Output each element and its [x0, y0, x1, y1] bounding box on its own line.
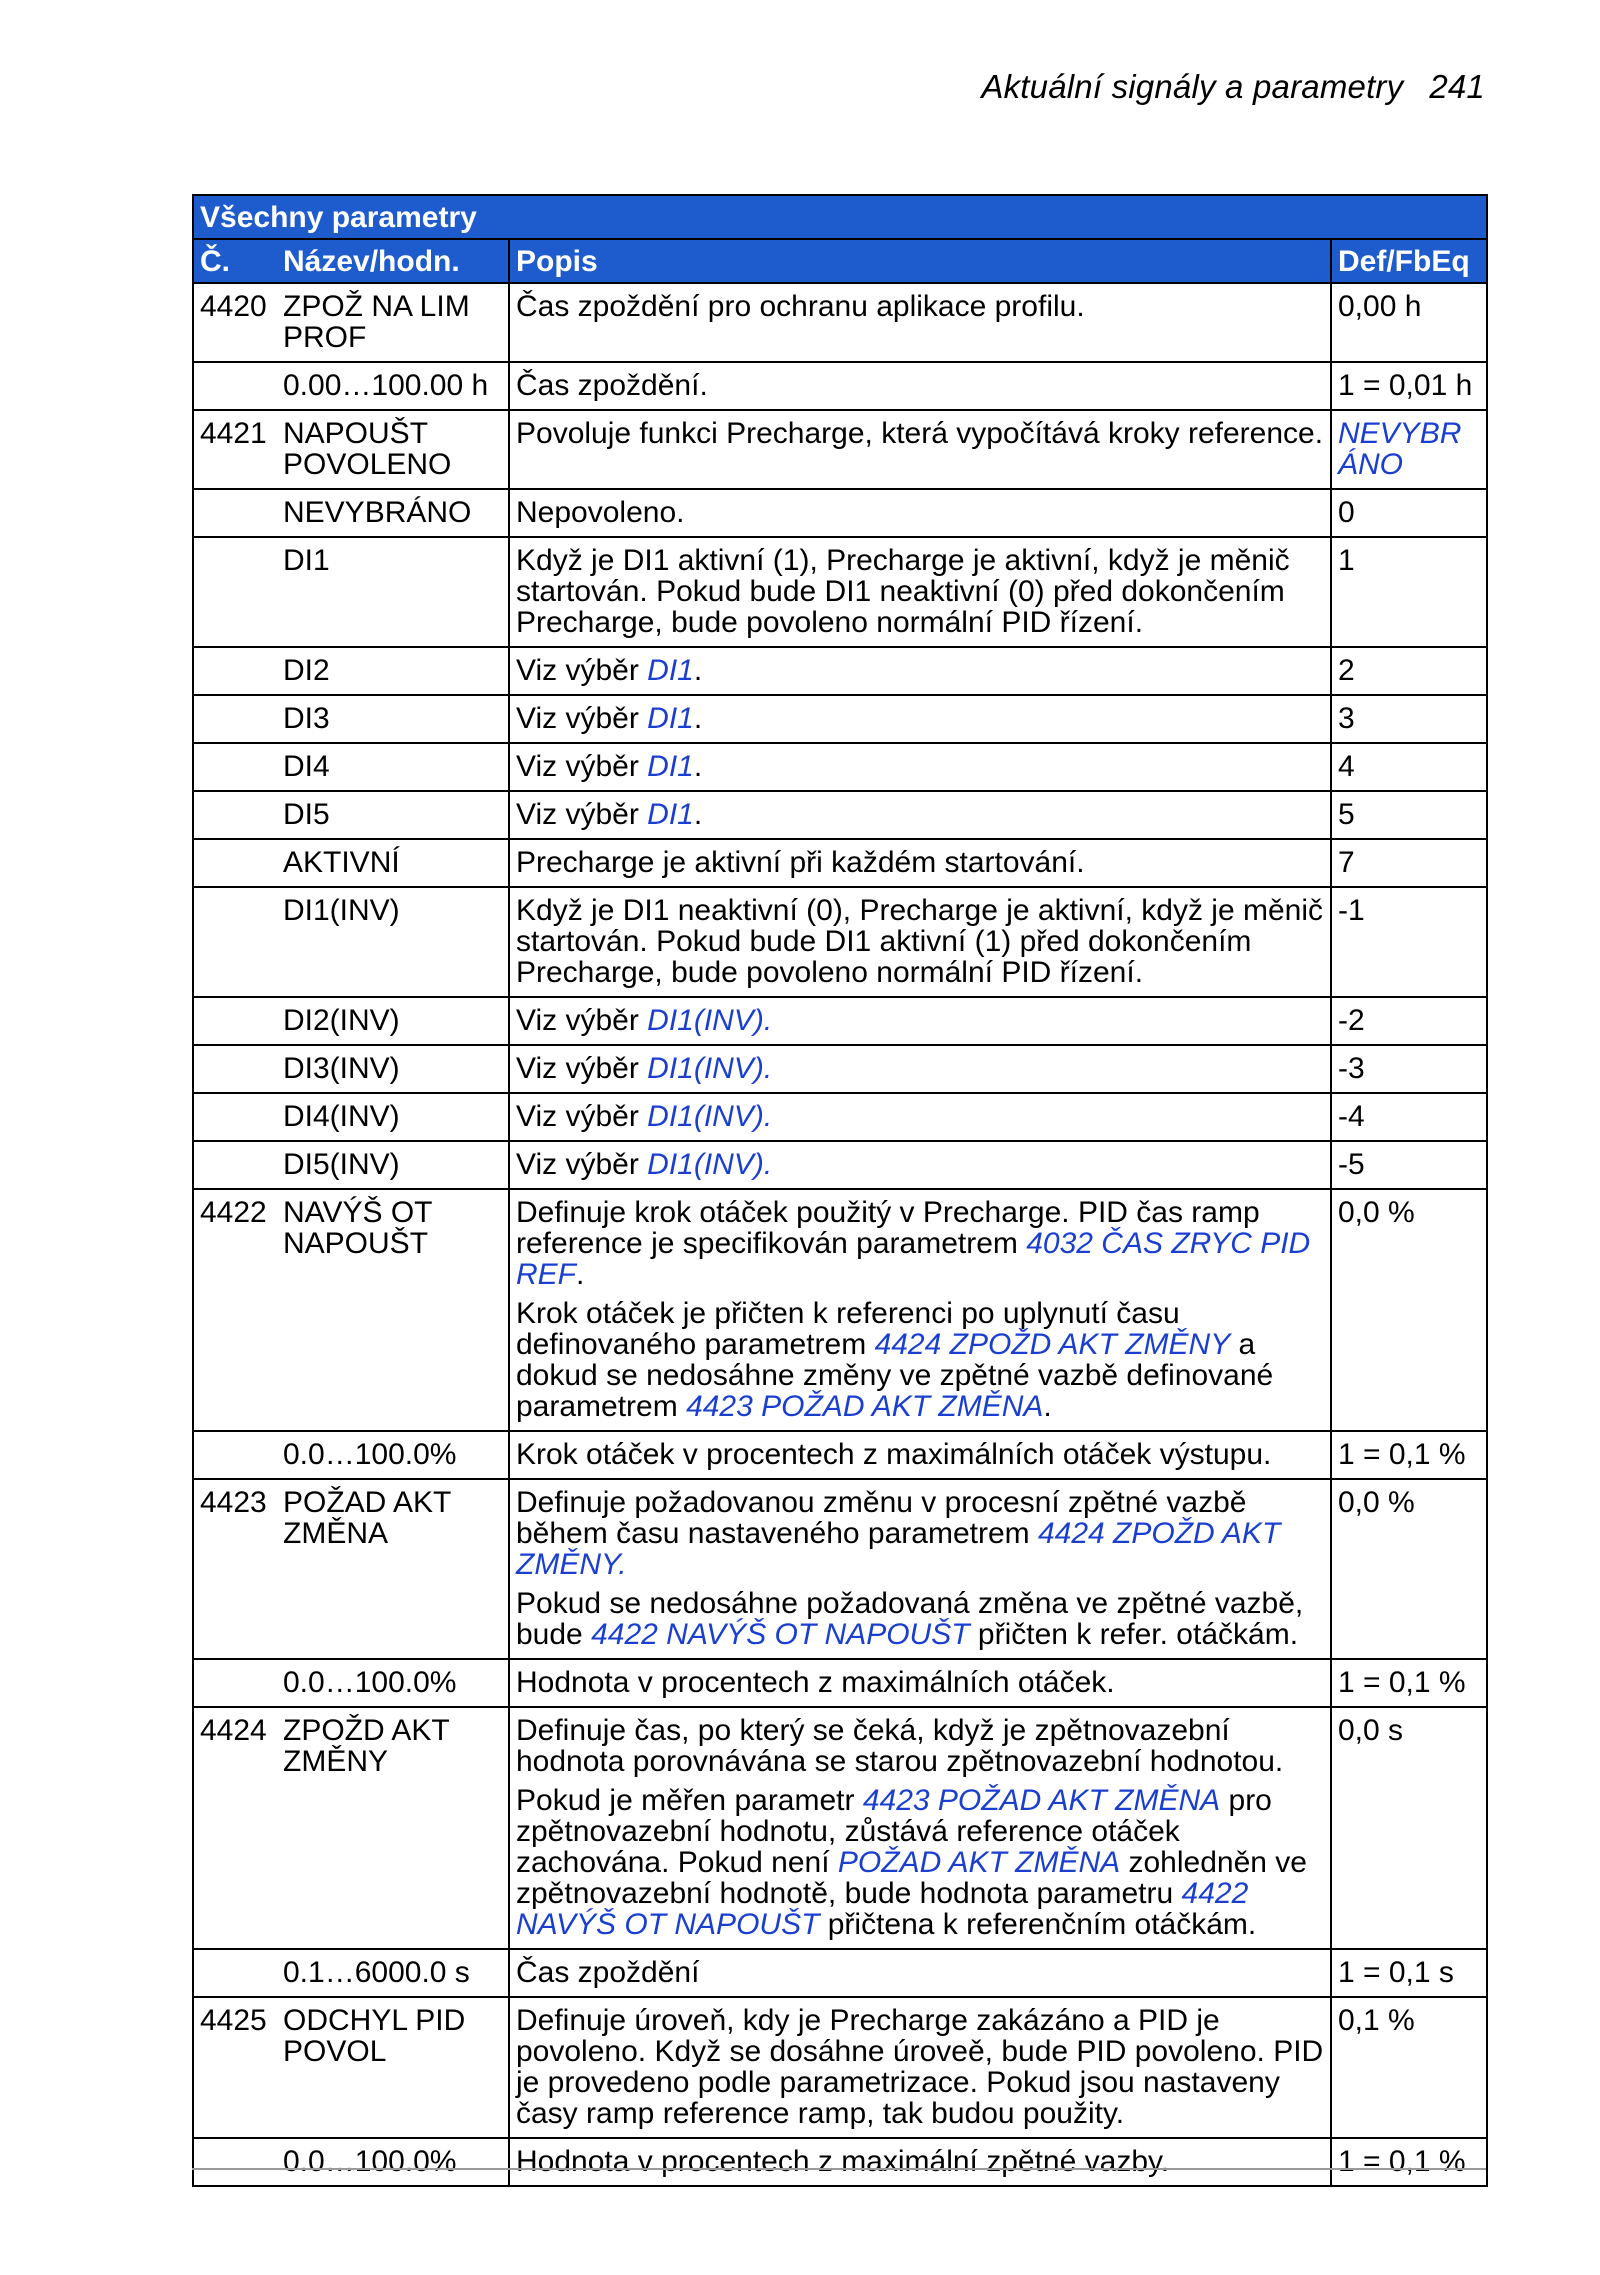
param-default: 0,0 % — [1331, 1189, 1487, 1431]
param-description — [509, 791, 1331, 839]
param-name: DI1(INV) — [273, 887, 509, 997]
description-text: Čas zpoždění — [516, 1956, 700, 1989]
param-name: 0.0…100.0% — [273, 1431, 509, 1479]
description-paragraph — [516, 370, 1324, 401]
param-default: 2 — [1331, 647, 1487, 695]
description-text: . — [693, 702, 703, 735]
description-paragraph — [516, 1101, 1324, 1132]
param-number — [193, 2138, 273, 2186]
param-name: DI4 — [273, 743, 509, 791]
param-number — [193, 743, 273, 791]
parameter-link[interactable]: 4424 ZPOŽD AKT ZMĚNY. — [516, 1517, 1281, 1581]
description-text: Viz výběr — [516, 798, 648, 831]
param-default: 0,1 % — [1331, 1997, 1487, 2138]
description-text: . — [1043, 1390, 1052, 1423]
description-text: Čas zpoždění. — [516, 369, 708, 402]
param-number — [193, 1431, 273, 1479]
param-number — [193, 1093, 273, 1141]
parameter-link[interactable]: . — [763, 1004, 773, 1037]
param-number: 4420 — [193, 283, 273, 362]
param-description — [509, 362, 1331, 410]
param-description — [509, 647, 1331, 695]
description-paragraph — [516, 799, 1324, 830]
description-text: . — [693, 798, 703, 831]
description-text: Čas zpoždění pro ochranu aplikace profilu. — [516, 290, 1085, 323]
param-name: DI5 — [273, 791, 509, 839]
param-number: 4423 — [193, 1479, 273, 1659]
param-number: 4422 — [193, 1189, 273, 1431]
param-description — [509, 695, 1331, 743]
param-number: 4421 — [193, 410, 273, 489]
param-default: 1 = 0,01 h — [1331, 362, 1487, 410]
param-default: -4 — [1331, 1093, 1487, 1141]
description-text: Pokud se nedosáhne požadovaná změna ve zpětné vazbě, bude — [516, 1587, 1304, 1651]
param-number — [193, 537, 273, 647]
description-paragraph — [516, 418, 1324, 449]
parameter-link[interactable]: DI1 — [647, 750, 694, 783]
param-name: POŽAD AKT ZMĚNA — [273, 1479, 509, 1659]
table-row — [193, 410, 1487, 489]
param-default: -2 — [1331, 997, 1487, 1045]
param-number — [193, 1045, 273, 1093]
running-title: Aktuální signály a parametry — [981, 68, 1404, 105]
param-default: 3 — [1331, 695, 1487, 743]
description-text: Definuje požadovanou změnu v procesní zpětné vazbě během času nastaveného parametrem — [516, 1486, 1247, 1550]
table-row — [193, 1949, 1487, 1997]
param-description — [509, 283, 1331, 362]
param-name: DI3 — [273, 695, 509, 743]
table-row — [193, 2138, 1487, 2186]
param-description — [509, 537, 1331, 647]
parameter-link[interactable]: 4032 ČAS ZRYC PID REF — [516, 1227, 1311, 1291]
description-text: a dokud se nedosáhne změny ve zpětné vazbě definované parametrem — [516, 1328, 1274, 1423]
description-text: Když je DI1 aktivní (1), Precharge je aktivní, když je měnič startován. Pokud bude DI1 neaktivní (0) před dokončením Precharge, bude povoleno normální PID řízení. — [516, 544, 1290, 639]
param-name: ODCHYL PID POVOL — [273, 1997, 509, 2138]
param-description — [509, 839, 1331, 887]
description-paragraph — [516, 1005, 1324, 1036]
param-name: DI1 — [273, 537, 509, 647]
param-description — [509, 1707, 1331, 1949]
table-title-row — [193, 195, 1487, 239]
param-default: 4 — [1331, 743, 1487, 791]
table-row — [193, 743, 1487, 791]
param-number — [193, 791, 273, 839]
table-row — [193, 1659, 1487, 1707]
param-number — [193, 887, 273, 997]
param-name: NAPOUŠT POVOLENO — [273, 410, 509, 489]
param-description — [509, 1949, 1331, 1997]
param-description — [509, 887, 1331, 997]
description-text: Definuje čas, po který se čeká, když je zpětnovazební hodnota porovnávána se starou zpětnovazební hodnotou. — [516, 1714, 1284, 1778]
parameter-table — [192, 194, 1488, 2187]
table-header-row — [193, 239, 1487, 283]
param-description — [509, 2138, 1331, 2186]
table-row — [193, 1707, 1487, 1949]
description-text: Definuje krok otáček použitý v Precharge. PID čas ramp reference je specifikován parametrem — [516, 1196, 1260, 1260]
description-paragraph — [516, 1487, 1324, 1580]
param-description — [509, 1997, 1331, 2138]
table-row — [193, 1141, 1487, 1189]
param-name: DI2(INV) — [273, 997, 509, 1045]
parameter-link[interactable]: . — [763, 1052, 773, 1085]
param-description — [509, 1141, 1331, 1189]
param-default: 0,0 % — [1331, 1479, 1487, 1659]
table-row — [193, 537, 1487, 647]
table-row — [193, 1189, 1487, 1431]
param-description — [509, 997, 1331, 1045]
description-paragraph — [516, 1053, 1324, 1084]
description-paragraph — [516, 2005, 1324, 2129]
description-text: pro zpětnovazební hodnotu, zůstává reference otáček zachována. Pokud není — [516, 1784, 1272, 1879]
description-text: Definuje úroveň, kdy je Precharge zakázáno a PID je povoleno. Když se dosáhne úroveě, bude PID povoleno. PID je provedeno podle parametrizace. Pokud jsou nastaveny časy ramp reference ramp, tak budou použity. — [516, 2004, 1324, 2130]
description-text: Nepovoleno. — [516, 496, 685, 529]
param-number — [193, 362, 273, 410]
param-default: 0,00 h — [1331, 283, 1487, 362]
param-name: DI2 — [273, 647, 509, 695]
param-default: -5 — [1331, 1141, 1487, 1189]
param-name: DI3(INV) — [273, 1045, 509, 1093]
table-row — [193, 791, 1487, 839]
param-number — [193, 839, 273, 887]
parameter-link[interactable]: DI1(INV) — [647, 1004, 764, 1037]
page-number: 241 — [1429, 68, 1485, 105]
description-paragraph — [516, 1715, 1324, 1777]
table-row — [193, 283, 1487, 362]
param-name: AKTIVNÍ — [273, 839, 509, 887]
param-number — [193, 489, 273, 537]
description-paragraph — [516, 703, 1324, 734]
description-paragraph — [516, 1149, 1324, 1180]
description-text: Povoluje funkci Precharge, která vypočítává kroky reference. — [516, 417, 1324, 450]
description-text: Když je DI1 neaktivní (0), Precharge je aktivní, když je měnič startován. Pokud bude DI1 aktivní (1) před dokončením Precharge, bude povoleno normální PID řízení. — [516, 894, 1324, 989]
param-description — [509, 410, 1331, 489]
param-number — [193, 1659, 273, 1707]
default-value-link[interactable]: NEVYBR ÁNO — [1338, 417, 1462, 481]
param-number: 4425 — [193, 1997, 273, 2138]
param-description — [509, 1093, 1331, 1141]
param-description — [509, 743, 1331, 791]
description-text: Viz výběr — [516, 1004, 648, 1037]
description-paragraph — [516, 1197, 1324, 1290]
parameter-link[interactable]: . — [763, 1148, 773, 1181]
param-name: DI5(INV) — [273, 1141, 509, 1189]
footer-divider — [192, 2168, 1486, 2170]
param-default: 1 = 0,1 % — [1331, 1431, 1487, 1479]
param-number — [193, 1949, 273, 1997]
param-name: ZPOŽD AKT ZMĚNY — [273, 1707, 509, 1949]
param-default: 0 — [1331, 489, 1487, 537]
table-row — [193, 362, 1487, 410]
param-default: 5 — [1331, 791, 1487, 839]
description-text: Krok otáček je přičten k referenci po uplynutí času definovaného parametrem — [516, 1297, 1180, 1361]
description-paragraph — [516, 545, 1324, 638]
description-text: Precharge je aktivní při každém startování. — [516, 846, 1085, 879]
param-description — [509, 1189, 1331, 1431]
parameter-link[interactable]: DI1(INV) — [647, 1148, 764, 1181]
table-row — [193, 489, 1487, 537]
description-text: . — [693, 654, 703, 687]
description-text: Viz výběr — [516, 702, 648, 735]
parameter-link[interactable]: DI1(INV) — [647, 1100, 764, 1133]
description-text: Viz výběr — [516, 654, 648, 687]
param-number — [193, 997, 273, 1045]
param-number — [193, 1141, 273, 1189]
page-header — [981, 68, 1485, 106]
description-text: Viz výběr — [516, 1148, 648, 1181]
table-row — [193, 695, 1487, 743]
description-paragraph — [516, 1957, 1324, 1988]
description-text: Hodnota v procentech z maximálních otáček. — [516, 1666, 1115, 1699]
param-default: 0,0 s — [1331, 1707, 1487, 1949]
param-default — [1331, 410, 1487, 489]
description-paragraph — [516, 895, 1324, 988]
parameter-link[interactable]: 4422 NAVÝŠ OT NAPOUŠT — [591, 1618, 970, 1651]
description-text: Viz výběr — [516, 750, 648, 783]
param-description — [509, 1045, 1331, 1093]
param-name: 0.00…100.00 h — [273, 362, 509, 410]
description-text: Pokud je měřen parametr — [516, 1784, 863, 1817]
description-paragraph — [516, 1298, 1324, 1422]
table-row — [193, 1479, 1487, 1659]
description-paragraph — [516, 1667, 1324, 1698]
param-default: -3 — [1331, 1045, 1487, 1093]
description-text: Hodnota v procentech z maximální zpětné vazby. — [516, 2145, 1170, 2178]
table-row — [193, 887, 1487, 997]
param-description — [509, 1479, 1331, 1659]
param-default: 7 — [1331, 839, 1487, 887]
param-name: 0.0…100.0% — [273, 2138, 509, 2186]
parameter-link[interactable]: . — [763, 1100, 773, 1133]
param-default: 1 — [1331, 537, 1487, 647]
param-description — [509, 1659, 1331, 1707]
description-paragraph — [516, 847, 1324, 878]
description-text: Krok otáček v procentech z maximálních otáček výstupu. — [516, 1438, 1272, 1471]
description-paragraph — [516, 2146, 1324, 2177]
description-text: přičten k refer. otáčkám. — [969, 1618, 1299, 1651]
parameter-link[interactable]: DI1 — [647, 798, 694, 831]
description-paragraph — [516, 655, 1324, 686]
column-header-default: Def/FbEq — [1331, 239, 1487, 283]
description-text: přičtena k referenčním otáčkám. — [819, 1908, 1257, 1941]
param-description — [509, 489, 1331, 537]
column-header-name: Název/hodn. — [273, 239, 509, 283]
description-paragraph — [516, 751, 1324, 782]
table-row — [193, 1997, 1487, 2138]
parameter-link[interactable]: DI1(INV) — [647, 1052, 764, 1085]
description-text: . — [576, 1258, 585, 1291]
parameter-link[interactable]: 4423 POŽAD AKT ZMĚNA — [686, 1390, 1044, 1423]
param-default: 1 = 0,1 % — [1331, 2138, 1487, 2186]
table-title: Všechny parametry — [193, 195, 1487, 239]
param-number — [193, 695, 273, 743]
table-row — [193, 1093, 1487, 1141]
param-number — [193, 647, 273, 695]
param-description — [509, 1431, 1331, 1479]
table-row — [193, 647, 1487, 695]
param-name: 0.1…6000.0 s — [273, 1949, 509, 1997]
param-name: 0.0…100.0% — [273, 1659, 509, 1707]
parameter-link[interactable]: 4422 NAVÝŠ OT NAPOUŠT — [516, 1877, 1249, 1941]
description-paragraph — [516, 1588, 1324, 1650]
parameter-link[interactable]: DI1 — [647, 654, 694, 687]
parameter-link[interactable]: 4424 ZPOŽD AKT ZMĚNY — [874, 1328, 1231, 1361]
param-default: -1 — [1331, 887, 1487, 997]
param-number: 4424 — [193, 1707, 273, 1949]
description-text: zohledněn ve zpětnovazební hodnotě, bude hodnota parametru — [516, 1846, 1307, 1910]
description-text: Viz výběr — [516, 1052, 648, 1085]
param-default: 1 = 0,1 % — [1331, 1659, 1487, 1707]
param-name: NEVYBRÁNO — [273, 489, 509, 537]
param-name: DI4(INV) — [273, 1093, 509, 1141]
description-text: Viz výběr — [516, 1100, 648, 1133]
description-paragraph — [516, 1439, 1324, 1470]
table-row — [193, 1431, 1487, 1479]
param-name: NAVÝŠ OT NAPOUŠT — [273, 1189, 509, 1431]
param-default: 1 = 0,1 s — [1331, 1949, 1487, 1997]
description-paragraph — [516, 497, 1324, 528]
table-row — [193, 1045, 1487, 1093]
parameter-link[interactable]: DI1 — [647, 702, 694, 735]
description-paragraph — [516, 291, 1324, 322]
table-row — [193, 997, 1487, 1045]
column-header-number: Č. — [193, 239, 273, 283]
parameter-link[interactable]: 4423 POŽAD AKT ZMĚNA — [862, 1784, 1221, 1817]
table-row — [193, 839, 1487, 887]
column-header-description: Popis — [509, 239, 1331, 283]
description-text: . — [693, 750, 703, 783]
parameter-link[interactable]: POŽAD AKT ZMĚNA — [837, 1846, 1121, 1879]
description-paragraph — [516, 1785, 1324, 1940]
param-name: ZPOŽ NA LIM PROF — [273, 283, 509, 362]
